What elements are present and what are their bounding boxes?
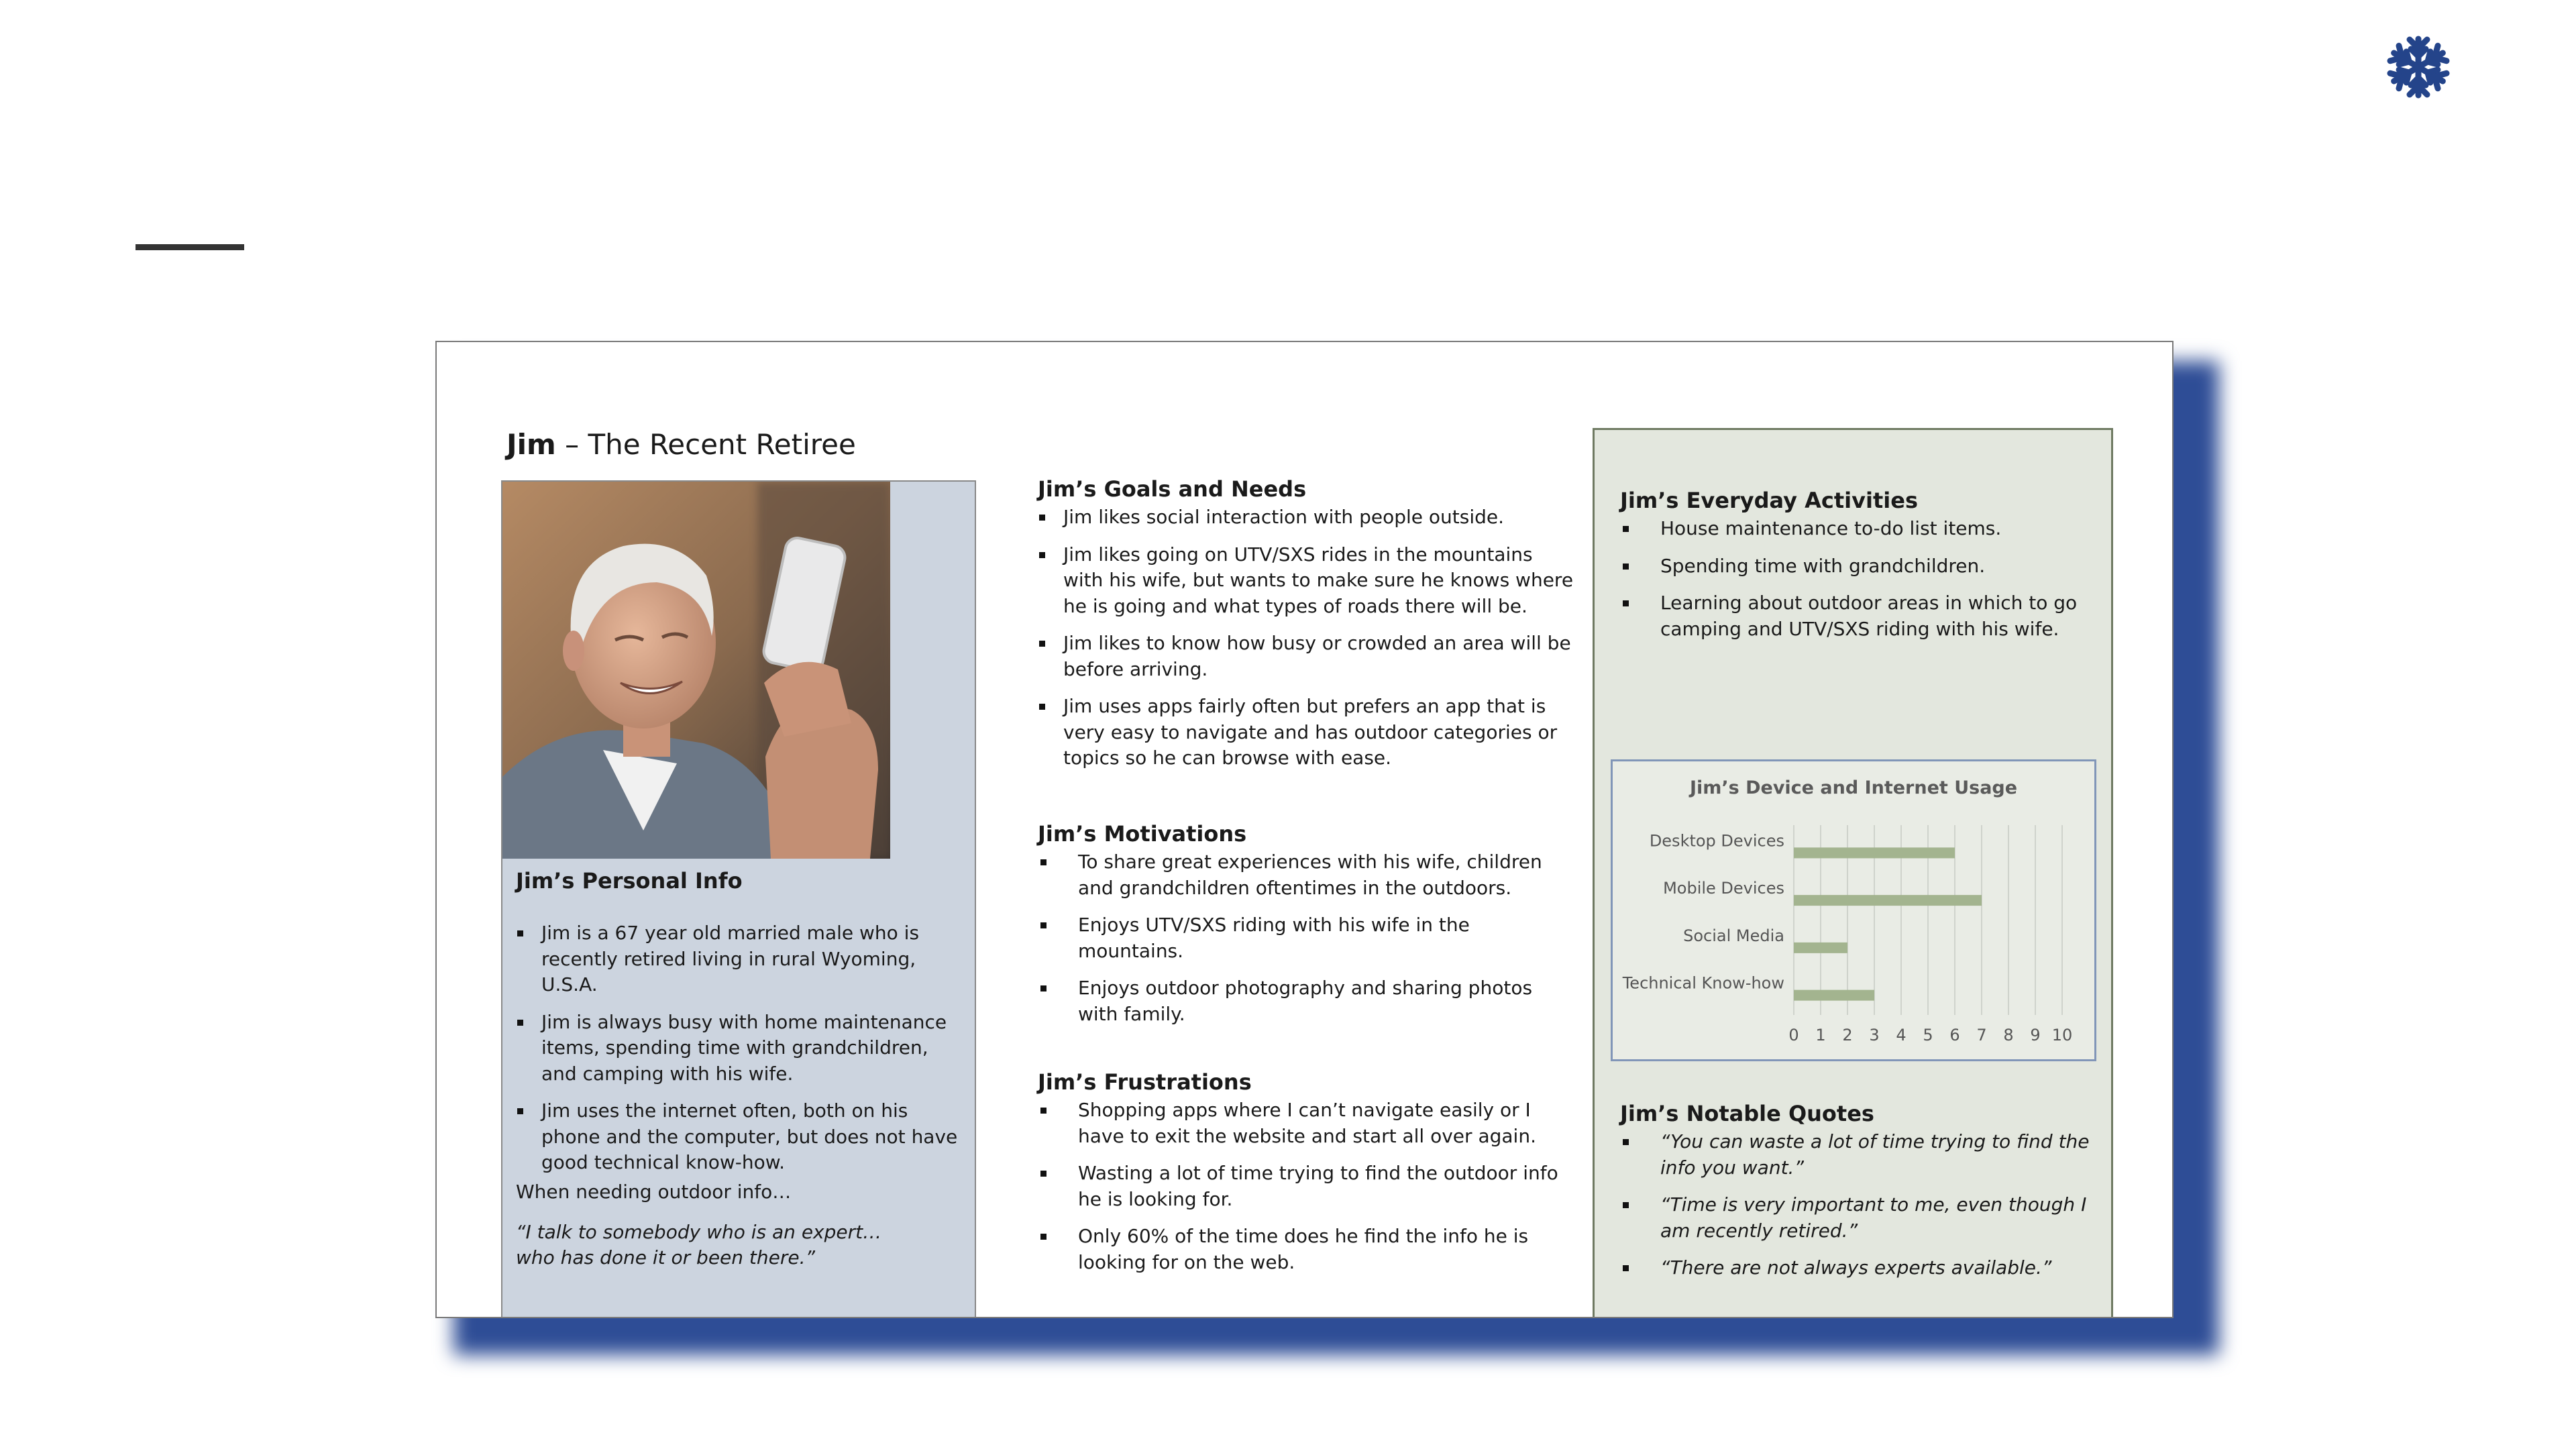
x-tick-label: 6 <box>1949 1026 1960 1044</box>
goals-list <box>1038 504 1574 783</box>
goals-title: Jim’s Goals and Needs <box>1038 476 1307 502</box>
motivations-title: Jim’s Motivations <box>1038 821 1247 847</box>
list-item: Jim uses apps fairly often but prefers an app that is very easy to navigate and has outdoor categories or topics so he can browse with ease. <box>1038 694 1574 771</box>
persona-photo <box>502 482 890 859</box>
quotes-title: Jim’s Notable Quotes <box>1620 1101 1874 1126</box>
frustrations-list <box>1038 1097 1574 1287</box>
title-dash: – <box>565 428 580 461</box>
bar <box>1794 943 1847 953</box>
usage-chart-svg <box>1613 761 2094 1059</box>
quotes-list <box>1620 1129 2090 1293</box>
x-tick-label: 8 <box>2003 1026 2014 1044</box>
personal-info-title: Jim’s Personal Info <box>516 868 743 894</box>
bar <box>1794 847 1955 858</box>
frustrations-title: Jim’s Frustrations <box>1038 1069 1252 1095</box>
x-tick-label: 3 <box>1869 1026 1880 1044</box>
x-tick-label: 4 <box>1896 1026 1907 1044</box>
list-item: Enjoys UTV/SXS riding with his wife in the mountains. <box>1038 912 1574 964</box>
personal-info-panel <box>501 480 976 1318</box>
list-item: Jim likes social interaction with people outside. <box>1038 504 1574 531</box>
category-label: Social Media <box>1683 926 1784 945</box>
persona-title <box>506 428 856 461</box>
persona-name: Jim <box>506 428 556 461</box>
outdoor-info-intro: When needing outdoor info… <box>516 1181 792 1203</box>
activities-list <box>1620 516 2090 653</box>
x-tick-label: 2 <box>1842 1026 1853 1044</box>
chart-title: Jim’s Device and Internet Usage <box>1689 777 2018 798</box>
list-item: Jim likes to know how busy or crowded an area will be before arriving. <box>1038 631 1574 682</box>
title-accent-rule <box>136 244 244 250</box>
list-item: “You can waste a lot of time trying to find the info you want.” <box>1620 1129 2090 1181</box>
list-item: To share great experiences with his wife, children and grandchildren oftentimes in the outdoors. <box>1038 849 1574 901</box>
x-tick-label: 1 <box>1815 1026 1826 1044</box>
motivations-list <box>1038 849 1574 1038</box>
persona-subtitle: The Recent Retiree <box>588 428 856 461</box>
x-tick-label: 7 <box>1976 1026 1987 1044</box>
persona-card <box>435 341 2174 1318</box>
x-tick-label: 10 <box>2051 1026 2073 1044</box>
list-item: Jim likes going on UTV/SXS rides in the mountains with his wife, but wants to make sure he knows where he is going and what types of roads there will be. <box>1038 542 1574 620</box>
bar <box>1794 990 1874 1001</box>
category-label: Mobile Devices <box>1663 879 1784 898</box>
outdoor-quote-line-1: “I talk to somebody who is an expert… <box>516 1221 882 1243</box>
list-item: Jim is a 67 year old married male who is recently retired living in rural Wyoming, U.S.A. <box>516 920 959 998</box>
activities-title: Jim’s Everyday Activities <box>1620 488 1918 513</box>
list-item: House maintenance to-do list items. <box>1620 516 2090 542</box>
list-item: “Time is very important to me, even though I am recently retired.” <box>1620 1192 2090 1244</box>
list-item: Enjoys outdoor photography and sharing photos with family. <box>1038 975 1574 1027</box>
list-item: Shopping apps where I can’t navigate easily or I have to exit the website and start all over again. <box>1038 1097 1574 1149</box>
list-item: “There are not always experts available.” <box>1620 1255 2090 1281</box>
x-tick-label: 9 <box>2030 1026 2041 1044</box>
category-label: Technical Know-how <box>1622 973 1784 993</box>
list-item: Jim uses the internet often, both on his phone and the computer, but does not have good technical know-how. <box>516 1098 959 1176</box>
snowflake-icon <box>2385 34 2452 101</box>
activities-panel <box>1593 428 2113 1318</box>
list-item: Spending time with grandchildren. <box>1620 553 2090 580</box>
list-item: Jim is always busy with home maintenance items, spending time with grandchildren, and camping with his wife. <box>516 1010 959 1087</box>
usage-chart <box>1611 759 2096 1061</box>
outdoor-quote-line-2: who has done it or been there.” <box>516 1246 816 1269</box>
personal-info-list <box>516 920 959 1187</box>
x-tick-label: 0 <box>1788 1026 1799 1044</box>
category-label: Desktop Devices <box>1649 831 1784 851</box>
x-tick-label: 5 <box>1923 1026 1933 1044</box>
list-item: Only 60% of the time does he find the info he is looking for on the web. <box>1038 1224 1574 1275</box>
bar <box>1794 895 1982 906</box>
list-item: Learning about outdoor areas in which to go camping and UTV/SXS riding with his wife. <box>1620 590 2090 642</box>
list-item: Wasting a lot of time trying to find the outdoor info he is looking for. <box>1038 1161 1574 1212</box>
